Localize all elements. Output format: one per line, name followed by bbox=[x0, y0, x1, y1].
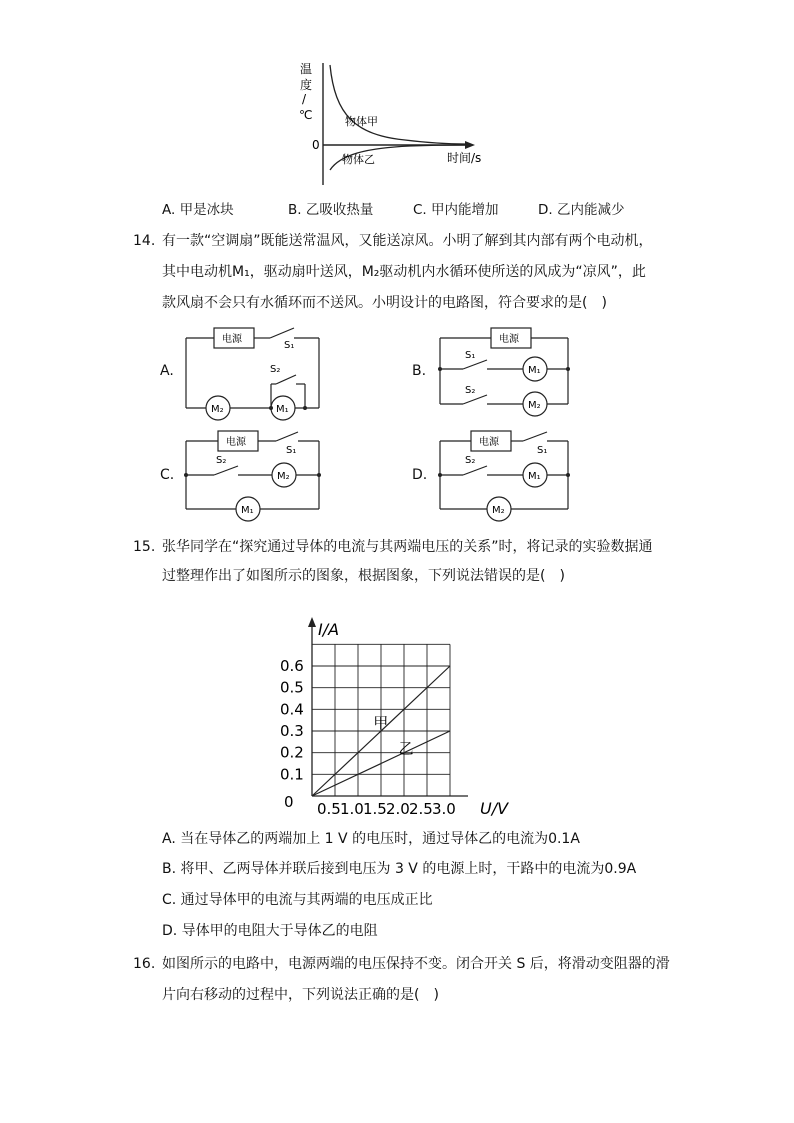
switch-label: S₁ bbox=[286, 445, 297, 456]
q15-option-c: C. 通过导体甲的电流与其两端的电压成正比 bbox=[162, 892, 433, 908]
switch-s1 bbox=[276, 432, 298, 441]
switch-label: S₁ bbox=[537, 445, 548, 456]
q15-text-line: 过整理作出了如图所示的图象，根据图象，下列说法错误的是( ) bbox=[162, 568, 565, 584]
series-label: 甲 bbox=[373, 714, 389, 732]
x-tick-label: 1.0 bbox=[340, 800, 364, 818]
motor-label: M₁ bbox=[528, 471, 541, 482]
y-axis-arrow bbox=[308, 617, 316, 627]
q14-text-line: 款风扇不会只有水循环而不送风。小明设计的电路图，符合要求的是( ) bbox=[162, 295, 607, 311]
q15-option-b: B. 将甲、乙两导体并联后接到电压为 3 V 的电源上时，干路中的电流为0.9A bbox=[162, 861, 637, 877]
y-tick-label: 0.2 bbox=[280, 743, 304, 762]
switch-s1 bbox=[523, 432, 547, 441]
y-tick-label: 0.6 bbox=[280, 657, 304, 675]
circuit-b-label: B. bbox=[412, 363, 427, 379]
switch-s2 bbox=[276, 375, 296, 384]
origin-label: 0 bbox=[312, 138, 320, 152]
series-label: 乙 bbox=[398, 739, 414, 758]
curve-label-b: 物体乙 bbox=[342, 153, 375, 166]
q13-option-a: A. 甲是冰块 bbox=[162, 202, 234, 218]
switch-label: S₂ bbox=[270, 364, 281, 375]
y-label-char: ℃ bbox=[299, 108, 313, 122]
motor-label: M₂ bbox=[528, 400, 541, 411]
question-number-15: 15. bbox=[133, 539, 156, 555]
switch-s2 bbox=[463, 466, 487, 475]
circuit-a-label: A. bbox=[160, 363, 174, 379]
switch-label: S₂ bbox=[216, 455, 227, 466]
x-tick-label: 1.5 bbox=[363, 800, 387, 818]
curve-label-a: 物体甲 bbox=[345, 115, 378, 128]
x-axis-label: U/V bbox=[480, 799, 509, 818]
power-source-label: 电源 bbox=[479, 437, 499, 448]
question-number-16: 16. bbox=[133, 956, 156, 972]
y-label-char: 度 bbox=[300, 78, 313, 92]
switch-s1 bbox=[463, 360, 487, 369]
q14-text-line: 其中电动机M₁，驱动扇叶送风，M₂驱动机内水循环使所送的风成为“凉风”，此 bbox=[162, 264, 646, 280]
q16-text-line: 如图所示的电路中，电源两端的电压保持不变。闭合开关 S 后，将滑动变阻器的滑 bbox=[162, 956, 670, 972]
q14-text-line: 有一款“空调扇”既能送常温风，又能送凉风。小明了解到其内部有两个电动机， bbox=[162, 233, 653, 249]
power-source-label: 电源 bbox=[222, 334, 242, 345]
switch-label: S₂ bbox=[465, 385, 476, 396]
y-tick-label: 0.5 bbox=[280, 678, 304, 697]
motor-label: M₂ bbox=[277, 471, 290, 482]
q13-option-c: C. 甲内能增加 bbox=[413, 202, 499, 218]
circuit-d-label: D. bbox=[412, 467, 428, 483]
q13-option-b: B. 乙吸收热量 bbox=[288, 202, 374, 218]
motor-label: M₂ bbox=[211, 404, 224, 415]
circuit-diagram-c bbox=[180, 425, 325, 525]
current-voltage-chart bbox=[270, 615, 530, 825]
y-tick-label: 0.1 bbox=[280, 765, 304, 784]
q13-option-d: D. 乙内能减少 bbox=[538, 202, 625, 218]
switch-s2 bbox=[214, 466, 238, 475]
temperature-time-graph bbox=[290, 55, 505, 190]
y-label-char: 温 bbox=[300, 62, 313, 76]
circuit-diagram-a bbox=[180, 322, 325, 422]
y-tick-label: 0.3 bbox=[280, 722, 304, 740]
x-tick-label: 2.0 bbox=[386, 800, 410, 818]
x-axis-label: 时间/s bbox=[447, 151, 482, 165]
power-source-label: 电源 bbox=[499, 334, 519, 345]
q16-text-line: 片向右移动的过程中，下列说法正确的是( ) bbox=[162, 987, 439, 1003]
y-axis-label: I/A bbox=[318, 620, 340, 639]
switch-label: S₂ bbox=[465, 455, 476, 466]
x-tick-label: 3.0 bbox=[432, 800, 456, 818]
circuit-diagram-b bbox=[435, 322, 575, 422]
curve-object-a bbox=[330, 65, 465, 144]
x-tick-label: 0.5 bbox=[317, 800, 341, 818]
power-source-label: 电源 bbox=[226, 437, 246, 448]
circuit-c-label: C. bbox=[160, 467, 175, 483]
q15-option-d: D. 导体甲的电阻大于导体乙的电阻 bbox=[162, 923, 378, 939]
motor-label: M₁ bbox=[528, 365, 541, 376]
q15-text-line: 张华同学在“探究通过导体的电流与其两端电压的关系”时，将记录的实验数据通 bbox=[162, 539, 653, 555]
origin-label: 0 bbox=[284, 793, 294, 811]
x-axis-arrow bbox=[465, 141, 475, 149]
y-tick-label: 0.4 bbox=[280, 700, 304, 719]
switch-label: S₁ bbox=[284, 340, 295, 351]
motor-label: M₂ bbox=[492, 505, 505, 516]
motor-label: M₁ bbox=[276, 404, 289, 415]
y-label-char: / bbox=[302, 92, 307, 106]
question-number-14: 14. bbox=[133, 233, 156, 249]
switch-s2 bbox=[463, 395, 487, 404]
switch-label: S₁ bbox=[465, 350, 476, 361]
x-tick-label: 2.5 bbox=[409, 800, 433, 818]
q15-option-a: A. 当在导体乙的两端加上 1 V 的电压时，通过导体乙的电流为0.1A bbox=[162, 831, 580, 847]
switch-s1 bbox=[270, 328, 294, 338]
circuit-diagram-d bbox=[435, 425, 575, 525]
motor-label: M₁ bbox=[241, 505, 254, 516]
